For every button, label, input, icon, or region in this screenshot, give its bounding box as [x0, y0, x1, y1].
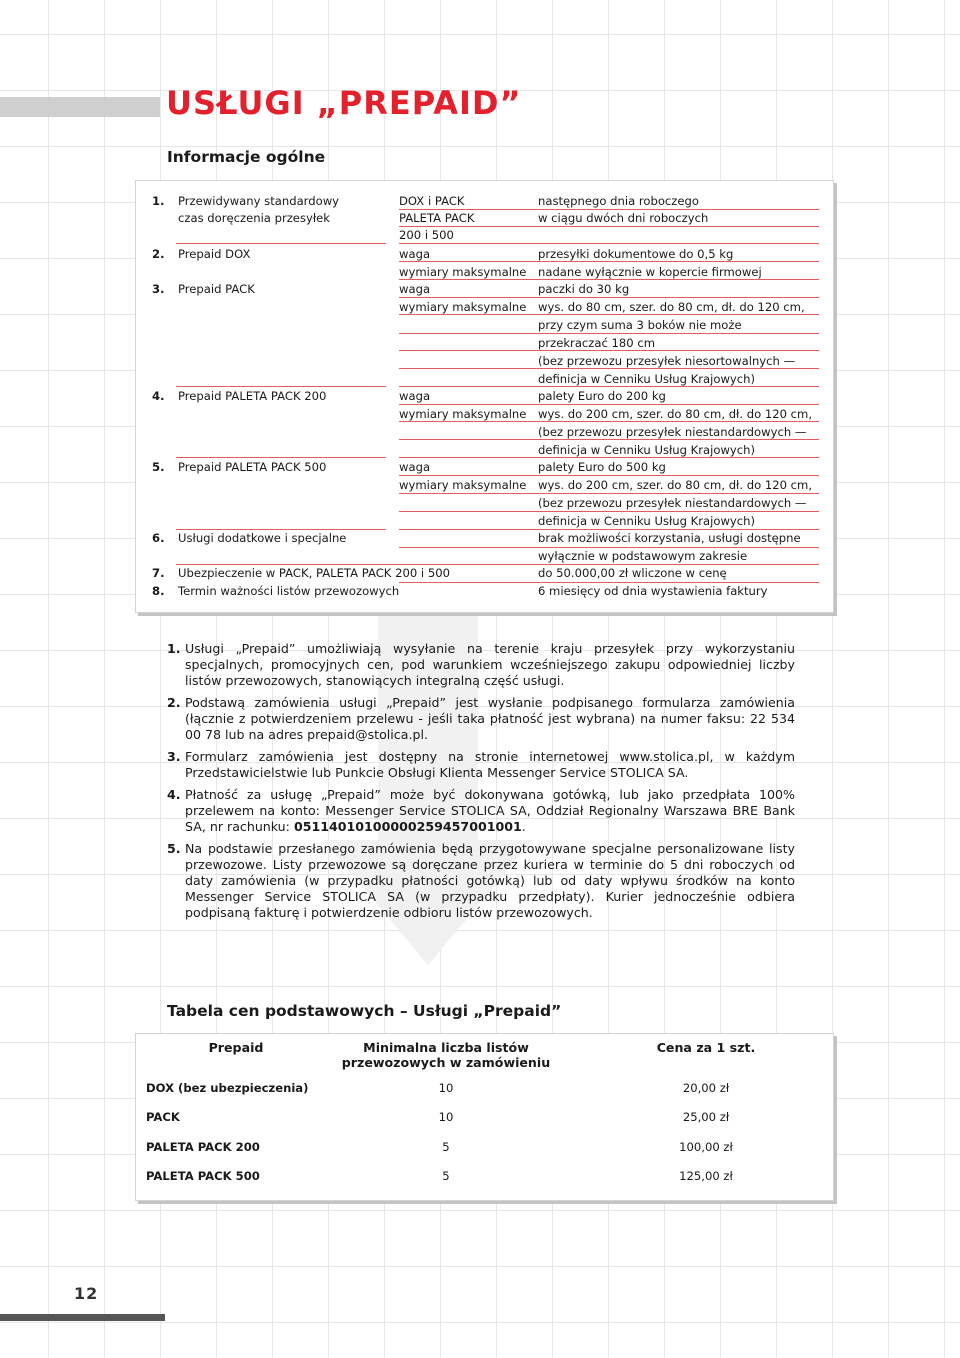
info-row-parameter: wymiary maksymalne [399, 407, 527, 421]
info-row-number: 8. [152, 584, 165, 598]
info-row-value: brak możliwości korzystania, usługi dostępne [538, 531, 801, 545]
price-row-min-count: 5 [442, 1169, 450, 1183]
term-number: 4. [167, 787, 181, 802]
row-divider [399, 261, 819, 262]
row-divider [399, 547, 819, 548]
term-number: 3. [167, 749, 181, 764]
price-row-price: 125,00 zł [679, 1169, 733, 1183]
info-row-service: Przewidywany standardowy [178, 194, 340, 208]
info-row-value: wys. do 200 cm, szer. do 80 cm, dł. do 120 cm, [538, 478, 813, 492]
term-text: Usługi „Prepaid” umożliwiają wysyłanie na terenie kraju przesyłek przy wykorzystaniu specjalnych, promocyjnych cen, pod warunkiem wcześniejszego zakupu odpowiedniej liczby listów przewozowych, stanowiących integralną część usługi. [185, 641, 795, 688]
info-row-value: palety Euro do 200 kg [538, 389, 666, 403]
info-row-value: przesyłki dokumentowe do 0,5 kg [538, 247, 734, 261]
term-tail: . [521, 819, 526, 834]
price-table-title: Tabela cen podstawowych – Usługi „Prepaid” [167, 1002, 562, 1020]
info-row-service: Prepaid PALETA PACK 200 [178, 389, 327, 403]
info-row-parameter: waga [399, 282, 431, 296]
page-title: USŁUGI „PREPAID” [166, 84, 522, 122]
info-row-number: 2. [152, 247, 165, 261]
header-min-count-line2: przewozowych w zamówieniu [341, 1055, 551, 1070]
footer-band [0, 1314, 165, 1321]
info-row-value: do 50.000,00 zł wliczone w cenę [538, 566, 727, 580]
info-row-number: 5. [152, 460, 165, 474]
row-divider [399, 314, 819, 315]
row-divider [399, 350, 819, 351]
info-row-value: definicja w Cenniku Usług Krajowych) [538, 514, 756, 528]
info-row-parameter: waga [399, 460, 431, 474]
info-row-value: definicja w Cenniku Usług Krajowych) [538, 372, 756, 386]
general-info-table [135, 180, 834, 613]
info-row-value: przy czym suma 3 boków nie może [538, 318, 742, 332]
row-divider [399, 333, 819, 334]
info-row-service: Termin ważności listów przewozowych [178, 584, 400, 598]
info-row-service: Usługi dodatkowe i specjalne [178, 531, 347, 545]
price-row-service: PALETA PACK 200 [146, 1140, 260, 1154]
row-divider [399, 493, 819, 494]
term-number: 1. [167, 641, 181, 656]
term-paragraph [167, 841, 795, 921]
price-row-price: 25,00 zł [682, 1110, 730, 1124]
info-row-value: (bez przewozu przesyłek niestandardowych — [538, 496, 807, 510]
info-row-number: 7. [152, 566, 165, 580]
info-row-value: następnego dnia roboczego [538, 194, 699, 208]
bank-account-number: 05114010100000259457001001 [293, 819, 522, 834]
term-paragraph [167, 641, 795, 689]
header-min-count [306, 1040, 586, 1070]
info-row-value: (bez przewozu przesyłek niesortowalnych — [538, 354, 796, 368]
row-divider [399, 297, 819, 298]
row-divider [176, 386, 386, 387]
info-row-parameter: waga [399, 247, 431, 261]
info-row-value: paczki do 30 kg [538, 282, 630, 296]
info-row-value: nadane wyłącznie w kopercie firmowej [538, 265, 762, 279]
term-paragraph [167, 695, 795, 743]
row-divider [399, 368, 819, 369]
section-subtitle: Informacje ogólne [167, 148, 326, 166]
info-row-service: Prepaid PALETA PACK 500 [178, 460, 327, 474]
info-row-parameter: waga [399, 389, 431, 403]
info-row-parameter: DOX i PACK [399, 194, 465, 208]
row-divider [399, 386, 819, 387]
row-divider [176, 529, 386, 530]
header-min-count-line1: Minimalna liczba listów [363, 1040, 529, 1055]
price-row-price: 100,00 zł [679, 1140, 733, 1154]
row-divider [399, 511, 819, 512]
info-row-parameter: wymiary maksymalne [399, 478, 527, 492]
row-divider [399, 582, 819, 583]
header-gray-band [0, 97, 160, 117]
row-divider [399, 279, 819, 280]
term-paragraph [167, 787, 795, 835]
info-row-parameter: wymiary maksymalne [399, 265, 527, 279]
info-row-parameter: 200 i 500 [399, 228, 454, 242]
row-divider [399, 439, 819, 440]
info-row-parameter: wymiary maksymalne [399, 300, 527, 314]
info-row-number: 6. [152, 531, 165, 545]
price-table [135, 1033, 834, 1201]
price-row-min-count: 5 [442, 1140, 450, 1154]
info-row-service: Prepaid PACK [178, 282, 255, 296]
info-row-service: Prepaid DOX [178, 247, 251, 261]
price-row-min-count: 10 [438, 1110, 454, 1124]
info-row-number: 4. [152, 389, 165, 403]
price-row-service: PALETA PACK 500 [146, 1169, 260, 1183]
row-divider [176, 457, 386, 458]
term-text: Płatność za usługę „Prepaid” może być dokonywana gotówką, lub jako przedpłata 100% przelewem na konto: Messenger Service STOLICA SA, Oddział Regionalny Warszawa BRE Bank SA, nr rachunku: [185, 787, 795, 834]
term-number: 5. [167, 841, 181, 856]
row-divider [176, 243, 386, 244]
row-divider [399, 404, 819, 405]
info-row-parameter: PALETA PACK [399, 211, 475, 225]
row-divider [399, 209, 819, 210]
info-row-value: definicja w Cenniku Usług Krajowych) [538, 443, 756, 457]
info-row-service: Ubezpieczenie w PACK, PALETA PACK 200 i 500 [178, 566, 450, 580]
price-row-min-count: 10 [438, 1081, 454, 1095]
info-row-number: 3. [152, 282, 165, 296]
info-row-value: wys. do 200 cm, szer. do 80 cm, dł. do 120 cm, [538, 407, 813, 421]
info-row-service: czas doręczenia przesyłek [178, 211, 330, 225]
row-divider [399, 421, 819, 422]
info-row-value: przekraczać 180 cm [538, 336, 656, 350]
info-row-value: 6 miesięcy od dnia wystawienia faktury [538, 584, 768, 598]
term-paragraph [167, 749, 795, 781]
term-text: Na podstawie przesłanego zamówienia będą przygotowywane specjalne personalizowane listy przewozowe. Listy przewozowe są doręczane przez kuriera w terminie do 5 dni roboczych od daty zamówienia (w przypadku płatności gotówką) lub od daty wpływu środków na konto Messenger Service STOLICA SA (w przypadku przedpłaty). Kurier jednocześnie odbiera podpisaną fakturę i potwierdzenie odbioru listów przewozowych. [185, 841, 795, 920]
price-row-price: 20,00 zł [682, 1081, 730, 1095]
price-row-service: PACK [146, 1110, 180, 1124]
row-divider [176, 564, 531, 565]
header-price: Cena za 1 szt. [656, 1040, 756, 1055]
row-divider [399, 226, 819, 227]
term-text: Formularz zamówienia jest dostępny na stronie internetowej www.stolica.pl, w każdym Przedstawicielstwie lub Punkcie Obsługi Klienta Messenger Service STOLICA SA. [185, 749, 795, 780]
price-row-service: DOX (bez ubezpieczenia) [146, 1081, 309, 1095]
term-text: Podstawą zamówienia usługi „Prepaid” jest wysłanie podpisanego formularza zamówienia (łącznie z potwierdzeniem przelewu - jeśli taka płatność jest wybrana) na numer faksu: 22 534 00 78 lub na adres prepaid@stolica.pl. [185, 695, 795, 742]
info-row-value: palety Euro do 500 kg [538, 460, 666, 474]
info-row-number: 1. [152, 194, 165, 208]
row-divider [399, 529, 819, 530]
row-divider [399, 475, 819, 476]
header-prepaid: Prepaid [208, 1040, 264, 1055]
info-row-value: wys. do 80 cm, szer. do 80 cm, dł. do 120 cm, [538, 300, 805, 314]
info-row-value: w ciągu dwóch dni roboczych [538, 211, 709, 225]
info-row-value: (bez przewozu przesyłek niestandardowych — [538, 425, 807, 439]
page-number: 12 [74, 1284, 99, 1303]
row-divider [399, 457, 819, 458]
terms-paragraphs [167, 641, 795, 927]
term-number: 2. [167, 695, 181, 710]
info-row-value: wyłącznie w podstawowym zakresie [538, 549, 748, 563]
row-divider [399, 243, 819, 244]
